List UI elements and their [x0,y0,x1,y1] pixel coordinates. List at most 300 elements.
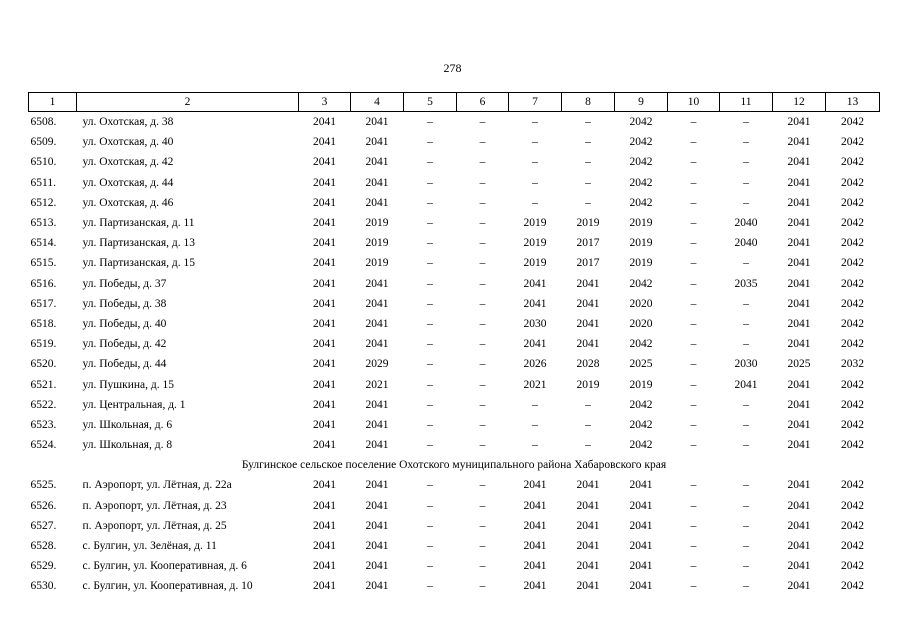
year-cell: 2042 [841,418,864,431]
year-cell: – [690,116,697,129]
year-cell: – [743,418,749,431]
year-cell: – [690,257,697,270]
year-cell: – [743,580,749,593]
table-row [29,576,880,596]
year-cell: 2041 [365,519,389,532]
year-cell: 2041 [365,499,389,512]
year-cell: 2042 [841,217,864,230]
year-cell: 2041 [523,580,547,593]
year-cell: 2041 [365,540,389,553]
year-cell: 2042 [629,338,653,351]
address-cell: ул. Партизанская, д. 13 [82,237,195,250]
column-header: 9 [615,93,668,112]
year-cell: 2042 [629,439,653,452]
year-cell: 2041 [787,257,811,270]
year-cell: 2041 [787,398,811,411]
year-cell: – [479,439,486,452]
year-cell: 2035 [734,277,758,290]
year-cell: 2041 [629,540,653,553]
year-cell: 2019 [576,217,600,230]
year-cell: 2041 [313,217,336,230]
year-cell: – [743,156,749,169]
year-cell: 2019 [629,257,653,270]
year-cell: 2041 [523,560,547,573]
column-header: 8 [562,93,615,112]
year-cell: 2041 [365,116,389,129]
year-cell: 2041 [313,136,336,149]
page-number: 278 [443,61,462,75]
row-number: 6512. [30,196,57,209]
address-cell: п. Аэропорт, ул. Лётная, д. 23 [82,499,227,512]
address-cell: ул. Школьная, д. 6 [82,418,173,431]
year-cell: 2041 [313,398,336,411]
year-cell: 2041 [576,338,600,351]
year-cell: – [585,156,591,169]
year-cell: 2041 [787,196,811,209]
row-number: 6514. [30,237,57,250]
row-number: 6520. [30,358,57,371]
section-title: Булгинское сельское поселение Охотского муниципального района Хабаровского края [241,459,667,472]
year-cell: – [690,237,697,250]
column-header: 11 [720,93,773,112]
row-number: 6515. [30,257,57,270]
address-cell: п. Аэропорт, ул. Лётная, д. 22а [82,479,232,492]
year-cell: – [479,519,486,532]
year-cell: – [427,519,433,532]
year-cell: 2041 [787,580,811,593]
year-cell: 2026 [523,358,547,371]
year-cell: 2042 [841,237,864,250]
year-cell: 2042 [841,439,864,452]
year-cell: – [427,580,433,593]
year-cell: 2042 [841,519,864,532]
year-cell: 2041 [629,580,653,593]
year-cell: – [427,378,433,391]
year-cell: 2041 [313,116,336,129]
row-number: 6518. [30,317,57,330]
year-cell: – [690,317,697,330]
year-cell: – [532,156,538,169]
year-cell: – [427,398,433,411]
year-cell: – [479,338,486,351]
year-cell: 2041 [576,297,600,310]
year-cell: – [479,560,486,573]
year-cell: 2042 [841,378,864,391]
year-cell: 2041 [313,338,336,351]
table-row [29,112,880,133]
year-cell: 2041 [313,297,336,310]
year-cell: – [532,136,538,149]
year-cell: 2042 [841,277,864,290]
year-cell: – [427,136,433,149]
year-cell: 2041 [523,479,547,492]
row-number: 6511. [30,176,56,189]
column-header: 3 [299,93,351,112]
table-row [29,354,880,374]
address-cell: ул. Пушкина, д. 15 [82,378,174,391]
year-cell: 2041 [313,257,336,270]
year-cell: – [427,116,433,129]
address-cell: ул. Охотская, д. 44 [82,176,174,189]
year-cell: 2041 [787,176,811,189]
year-cell: – [532,116,538,129]
year-cell: – [743,439,749,452]
year-cell: – [427,540,433,553]
year-cell: 2041 [365,156,389,169]
year-cell: 2019 [629,217,653,230]
year-cell: – [532,176,538,189]
column-header: 7 [509,93,562,112]
column-header: 6 [457,93,509,112]
table-row [29,536,880,556]
year-cell: – [427,196,433,209]
table-row [29,435,880,455]
year-cell: 2025 [787,358,811,371]
row-number: 6517. [30,297,57,310]
row-number: 6519. [30,338,57,351]
year-cell: – [427,317,433,330]
year-cell: 2020 [629,297,653,310]
year-cell: – [690,176,697,189]
year-cell: 2042 [841,479,864,492]
year-cell: – [427,418,433,431]
address-cell: ул. Партизанская, д. 15 [82,257,195,270]
year-cell: 2041 [629,499,653,512]
year-cell: 2041 [787,519,811,532]
year-cell: 2040 [734,237,758,250]
year-cell: – [427,156,433,169]
year-cell: 2019 [365,257,389,270]
row-number: 6526. [30,499,57,512]
address-cell: ул. Победы, д. 44 [82,358,167,371]
year-cell: – [479,196,486,209]
year-cell: 2041 [313,580,336,593]
year-cell: 2041 [787,156,811,169]
year-cell: – [690,217,697,230]
table-row [29,475,880,495]
year-cell: 2041 [523,540,547,553]
table-row [29,193,880,213]
year-cell: 2041 [365,560,389,573]
column-header: 13 [826,93,880,112]
year-cell: 2041 [787,217,811,230]
year-cell: 2041 [787,560,811,573]
year-cell: 2020 [629,317,653,330]
year-cell: 2041 [365,136,389,149]
address-cell: ул. Победы, д. 40 [82,317,167,330]
year-cell: 2041 [313,479,336,492]
column-header: 10 [668,93,720,112]
year-cell: – [479,358,486,371]
year-cell: – [690,499,697,512]
row-number: 6525. [30,479,57,492]
year-cell: – [585,196,591,209]
year-cell: – [479,277,486,290]
table-row [29,374,880,394]
year-cell: – [479,176,486,189]
year-cell: – [427,358,433,371]
row-number: 6530. [30,580,57,593]
row-number: 6509. [30,136,57,149]
header-row [29,93,880,112]
year-cell: – [585,136,591,149]
year-cell: – [479,116,486,129]
address-cell: ул. Охотская, д. 38 [82,116,174,129]
year-cell: – [743,560,749,573]
year-cell: 2042 [629,196,653,209]
year-cell: 2041 [313,196,336,209]
year-cell: – [479,317,486,330]
table-row [29,314,880,334]
year-cell: – [479,418,486,431]
year-cell: – [743,176,749,189]
year-cell: – [532,439,538,452]
year-cell: 2041 [365,338,389,351]
year-cell: – [743,338,749,351]
year-cell: 2042 [841,176,864,189]
year-cell: 2041 [787,136,811,149]
year-cell: 2041 [787,116,811,129]
year-cell: – [743,499,749,512]
year-cell: – [427,439,433,452]
year-cell: – [743,398,749,411]
year-cell: 2042 [841,338,864,351]
year-cell: 2041 [365,176,389,189]
year-cell: – [479,297,486,310]
year-cell: – [743,257,749,270]
year-cell: 2042 [841,196,864,209]
year-cell: 2019 [523,237,547,250]
table-row [29,132,880,152]
year-cell: 2042 [841,136,864,149]
address-cell: ул. Охотская, д. 42 [82,156,174,169]
table-row [29,253,880,273]
year-cell: 2041 [576,540,600,553]
year-cell: 2017 [576,237,600,250]
row-number: 6524. [30,439,57,452]
year-cell: 2041 [313,418,336,431]
year-cell: – [585,176,591,189]
year-cell: 2042 [629,418,653,431]
year-cell: – [532,398,538,411]
year-cell: 2041 [787,499,811,512]
year-cell: 2041 [365,439,389,452]
year-cell: 2042 [841,540,864,553]
year-cell: – [479,257,486,270]
year-cell: 2041 [787,479,811,492]
table-row [29,496,880,516]
year-cell: 2042 [841,398,864,411]
year-cell: – [585,116,591,129]
year-cell: 2041 [313,358,336,371]
year-cell: 2019 [629,378,653,391]
table-row [29,516,880,536]
year-cell: 2041 [313,277,336,290]
year-cell: – [585,398,591,411]
row-number: 6521. [30,378,57,391]
year-cell: 2041 [787,277,811,290]
year-cell: 2028 [576,358,600,371]
year-cell: 2041 [576,499,600,512]
year-cell: 2041 [787,338,811,351]
year-cell: 2042 [841,317,864,330]
year-cell: – [690,540,697,553]
column-header: 5 [404,93,457,112]
year-cell: 2021 [523,378,547,391]
year-cell: 2041 [313,439,336,452]
address-cell: с. Булгин, ул. Зелёная, д. 11 [82,540,217,553]
year-cell: 2041 [313,378,336,391]
table-row [29,233,880,253]
year-cell: – [479,479,486,492]
year-cell: 2019 [365,237,389,250]
table-row [29,173,880,193]
year-cell: 2019 [523,257,547,270]
address-cell: п. Аэропорт, ул. Лётная, д. 25 [82,519,227,532]
year-cell: – [585,439,591,452]
row-number: 6510. [30,156,57,169]
year-cell: – [479,499,486,512]
year-cell: – [427,479,433,492]
year-cell: 2041 [365,418,389,431]
year-cell: – [743,540,749,553]
year-cell: 2041 [313,499,336,512]
year-cell: – [427,560,433,573]
year-cell: – [690,156,697,169]
year-cell: 2042 [629,176,653,189]
address-cell: с. Булгин, ул. Кооперативная, д. 10 [82,580,253,593]
row-number: 6529. [30,560,57,573]
year-cell: 2041 [365,580,389,593]
year-cell: 2042 [841,116,864,129]
year-cell: 2042 [841,156,864,169]
year-cell: 2042 [841,257,864,270]
year-cell: 2041 [787,378,811,391]
year-cell: – [427,277,433,290]
year-cell: – [479,580,486,593]
row-number: 6528. [30,540,57,553]
year-cell: 2041 [523,297,547,310]
table-row [29,395,880,415]
year-cell: 2032 [841,358,864,371]
year-cell: 2019 [523,217,547,230]
year-cell: 2042 [841,297,864,310]
table-row [29,415,880,435]
row-number: 6513. [30,217,57,230]
year-cell: 2041 [576,317,600,330]
year-cell: – [427,499,433,512]
year-cell: 2041 [313,176,336,189]
year-cell: 2021 [365,378,389,391]
year-cell: 2042 [629,156,653,169]
table-row [29,152,880,172]
year-cell: 2041 [523,499,547,512]
year-cell: – [427,176,433,189]
year-cell: – [743,479,749,492]
year-cell: 2041 [787,418,811,431]
year-cell: 2042 [629,136,653,149]
year-cell: – [743,116,749,129]
year-cell: 2041 [787,439,811,452]
year-cell: – [690,418,697,431]
year-cell: 2019 [629,237,653,250]
year-cell: 2030 [523,317,547,330]
year-cell: 2041 [365,196,389,209]
year-cell: 2030 [734,358,758,371]
year-cell: – [690,136,697,149]
year-cell: 2041 [787,297,811,310]
year-cell: – [479,136,486,149]
year-cell: – [690,398,697,411]
year-cell: 2041 [576,580,600,593]
year-cell: – [427,338,433,351]
year-cell: – [690,519,697,532]
year-cell: 2041 [365,398,389,411]
year-cell: – [479,398,486,411]
year-cell: 2019 [576,378,600,391]
year-cell: – [690,439,697,452]
year-cell: 2041 [576,277,600,290]
year-cell: 2041 [787,540,811,553]
row-number: 6522. [30,398,57,411]
row-number: 6523. [30,418,57,431]
year-cell: – [427,297,433,310]
year-cell: 2041 [576,479,600,492]
row-number: 6516. [30,277,57,290]
year-cell: 2042 [841,560,864,573]
year-cell: – [690,479,697,492]
year-cell: 2040 [734,217,758,230]
year-cell: – [532,418,538,431]
year-cell: – [479,217,486,230]
year-cell: 2041 [313,540,336,553]
year-cell: – [743,297,749,310]
address-cell: ул. Победы, д. 42 [82,338,167,351]
year-cell: 2042 [629,277,653,290]
year-cell: 2041 [787,317,811,330]
year-cell: – [690,358,697,371]
year-cell: – [427,217,433,230]
year-cell: 2041 [734,378,758,391]
year-cell: – [743,519,749,532]
year-cell: 2041 [629,479,653,492]
year-cell: – [690,560,697,573]
year-cell: 2041 [365,479,389,492]
year-cell: – [743,317,749,330]
year-cell: – [532,196,538,209]
table-body-section [29,475,880,596]
year-cell: 2019 [365,217,389,230]
row-number: 6527. [30,519,57,532]
table-row [29,213,880,233]
year-cell: – [690,277,697,290]
year-cell: 2041 [523,277,547,290]
year-cell: 2041 [365,317,389,330]
year-cell: 2042 [629,398,653,411]
year-cell: 2041 [313,519,336,532]
row-number: 6508. [30,116,57,129]
year-cell: – [690,297,697,310]
table-row [29,334,880,354]
year-cell: 2041 [629,519,653,532]
section-row [29,455,880,475]
table-row [29,274,880,294]
address-cell: с. Булгин, ул. Кооперативная, д. 6 [82,560,247,573]
year-cell: – [479,156,486,169]
address-cell: ул. Победы, д. 37 [82,277,167,290]
year-cell: 2041 [523,338,547,351]
address-cell: ул. Центральная, д. 1 [82,398,186,411]
